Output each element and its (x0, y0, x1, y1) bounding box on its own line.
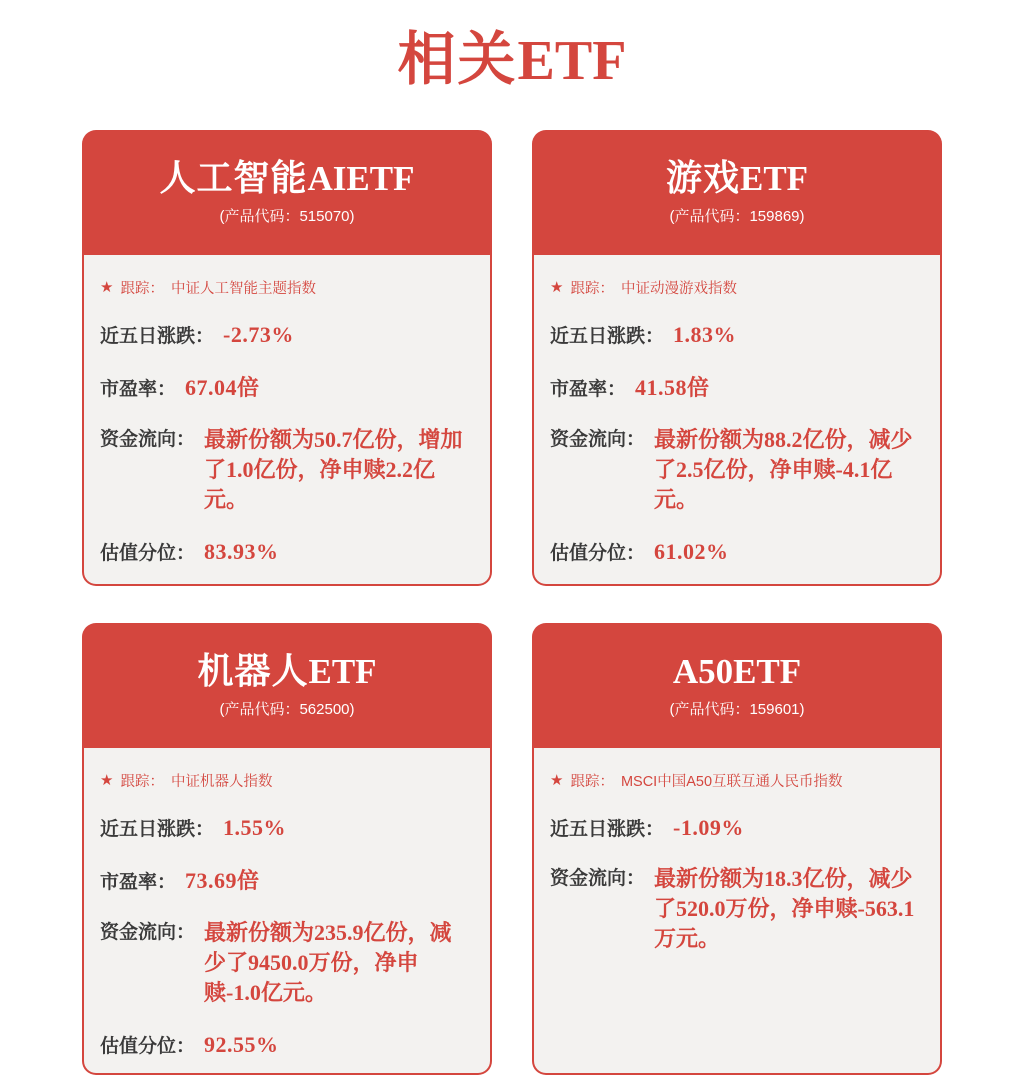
valuation-label: 估值分位： (100, 543, 196, 564)
metric-row-flow (550, 425, 922, 515)
etf-title (673, 653, 801, 689)
card-body (532, 255, 942, 586)
etf-title-en: A50ETF (672, 651, 802, 691)
track-index: 中证机器人指数 (170, 774, 273, 790)
metric-row-flow (100, 918, 472, 1008)
flow-label: 资金流向： (100, 922, 196, 943)
track-row (100, 277, 472, 298)
metric-row-change5d (100, 321, 472, 348)
etf-title-en: ETF (308, 651, 377, 691)
change5d-label: 近五日涨跌： (100, 819, 215, 840)
etf-title-en: ETF (739, 158, 809, 198)
track-index: MSCI中国A50互联互通人民币指数 (620, 774, 843, 790)
pe-value: 41.58倍 (635, 375, 710, 400)
metric-row-change5d (550, 321, 922, 348)
metric-row-change5d (100, 814, 472, 841)
etf-card-game (532, 130, 942, 586)
flow-label: 资金流向： (550, 429, 646, 450)
valuation-value: 92.55% (204, 1032, 279, 1057)
valuation-value: 61.02% (654, 539, 729, 564)
card-body (532, 748, 942, 1075)
valuation-label: 估值分位： (100, 1036, 196, 1057)
star-icon: ★ (550, 772, 564, 789)
etf-title-zh: 机器人 (197, 649, 309, 691)
change5d-value: 1.83% (673, 322, 737, 347)
metric-row-valuation (100, 1031, 472, 1058)
pe-label: 市盈率： (100, 872, 177, 893)
card-body (82, 748, 492, 1075)
metric-row-pe (550, 371, 922, 402)
metric-row-flow (100, 425, 472, 515)
card-header (82, 130, 492, 255)
star-icon: ★ (100, 772, 114, 789)
page-title-zh: 相关 (397, 27, 518, 92)
etf-card-aietf (82, 130, 492, 586)
etf-title (159, 156, 415, 198)
track-row (100, 770, 472, 791)
change5d-label: 近五日涨跌： (550, 819, 665, 840)
valuation-value: 83.93% (204, 539, 279, 564)
flow-label: 资金流向： (100, 429, 196, 450)
metric-row-flow (550, 864, 922, 954)
metric-row-valuation (550, 538, 922, 565)
card-body (82, 255, 492, 586)
track-row (550, 770, 922, 791)
etf-title (197, 649, 377, 691)
flow-value: 最新份额为50.7亿份，增加了1.0亿份，净申赎2.2亿元。 (204, 427, 463, 512)
change5d-label: 近五日涨跌： (100, 326, 215, 347)
change5d-value: -2.73% (223, 322, 294, 347)
flow-value: 最新份额为88.2亿份，减少了2.5亿份，净申赎-4.1亿元。 (654, 427, 913, 512)
etf-card-grid (82, 130, 942, 1075)
pe-label: 市盈率： (100, 379, 177, 400)
valuation-label: 估值分位： (550, 543, 646, 564)
track-index: 中证动漫游戏指数 (620, 281, 737, 297)
etf-title-en: AIETF (307, 158, 415, 198)
etf-title-zh: 游戏 (665, 156, 740, 198)
etf-card-a50 (532, 623, 942, 1075)
change5d-label: 近五日涨跌： (550, 326, 665, 347)
change5d-value: -1.09% (673, 815, 744, 840)
etf-card-robot (82, 623, 492, 1075)
metric-row-change5d (550, 814, 922, 841)
etf-title (665, 156, 809, 198)
track-label: 跟踪： (120, 774, 164, 790)
track-row (550, 277, 922, 298)
track-label: 跟踪： (570, 774, 614, 790)
etf-title-zh: 人工智能 (159, 156, 308, 198)
track-index: 中证人工智能主题指数 (170, 281, 316, 297)
metric-row-valuation (100, 538, 472, 565)
flow-value: 最新份额为235.9亿份，减少了9450.0万份，净申赎-1.0亿元。 (204, 920, 452, 1005)
star-icon: ★ (550, 279, 564, 296)
page-title-en: ETF (517, 30, 627, 92)
etf-product-code: (产品代码：562500) (219, 700, 355, 718)
track-label: 跟踪： (570, 281, 614, 297)
flow-label: 资金流向： (550, 868, 646, 889)
track-label: 跟踪： (120, 281, 164, 297)
page-title (0, 0, 1024, 96)
card-header (532, 623, 942, 748)
star-icon: ★ (100, 279, 114, 296)
etf-product-code: (产品代码：159869) (669, 207, 805, 225)
card-header (82, 623, 492, 748)
metric-row-pe (100, 371, 472, 402)
etf-product-code: (产品代码：515070) (219, 207, 355, 225)
flow-value: 最新份额为18.3亿份，减少了520.0万份，净申赎-563.1万元。 (654, 866, 915, 951)
etf-product-code: (产品代码：159601) (669, 700, 805, 718)
metric-row-pe (100, 864, 472, 895)
card-header (532, 130, 942, 255)
pe-value: 73.69倍 (185, 868, 260, 893)
pe-value: 67.04倍 (185, 375, 260, 400)
pe-label: 市盈率： (550, 379, 627, 400)
change5d-value: 1.55% (223, 815, 287, 840)
